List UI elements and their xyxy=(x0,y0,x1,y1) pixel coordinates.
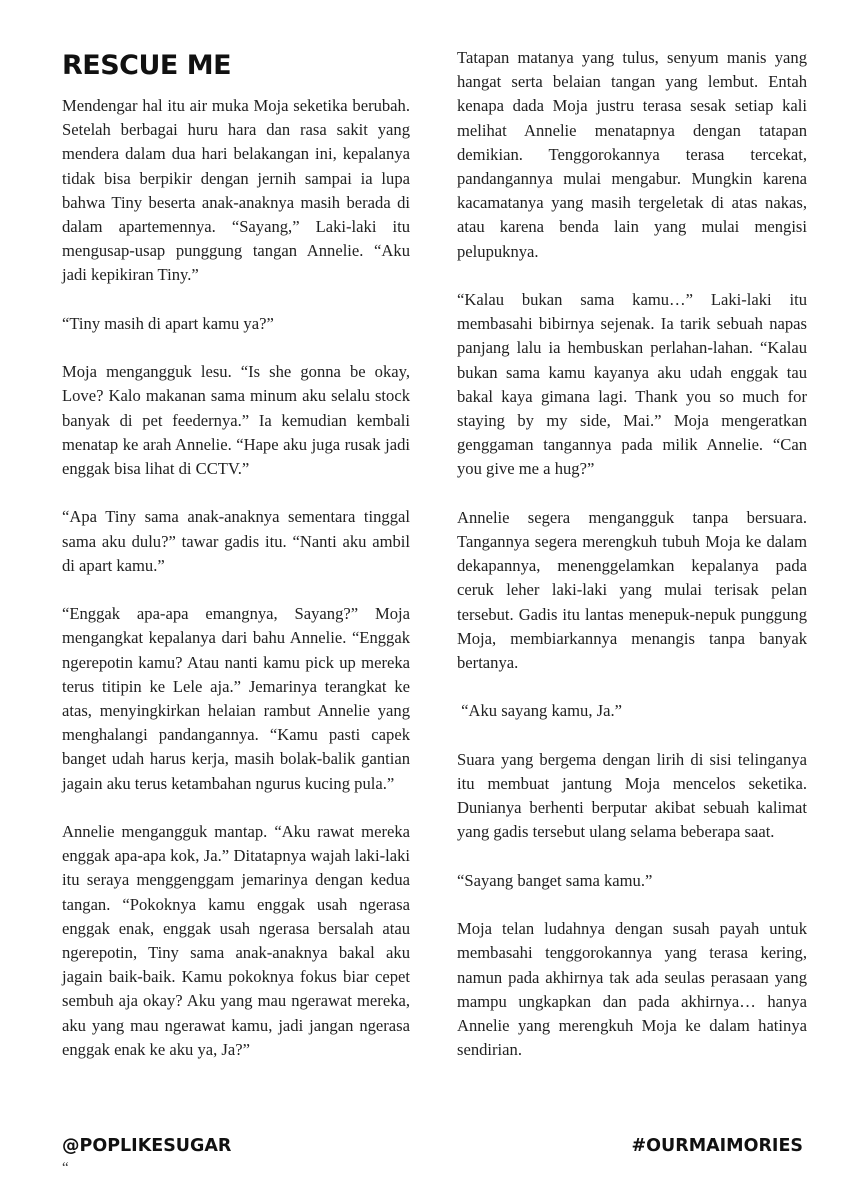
paragraph: Moja telan ludahnya dengan susah payah untuk membasahi tenggorokannya yang terasa kering, namun pada akhirnya tak ada seulas perasaan yang mampu ungkapkan dan pada akhirnya… hanya Annelie yang merengkuh Moja ke dalam hatinya sendirian. xyxy=(457,919,807,1060)
paragraph: “Apa Tiny sama anak-anaknya sementara tinggal sama aku dulu?” tawar gadis itu. “Nanti aku ambil di apart kamu.” xyxy=(62,507,410,575)
paragraph: Moja mengangguk lesu. “Is she gonna be okay, Love? Kalo makanan sama minum aku selalu stock banyak di pet feedernya.” Ia kemudian kembali menatap ke arah Annelie. “Hape aku juga rusak jadi enggak bisa lihat di CCTV.” xyxy=(62,362,410,479)
paragraph: Suara yang bergema dengan lirih di sisi telinganya itu membuat jantung Moja mencelos seketika. Dunianya berhenti berputar akibat sebuah kalimat yang gadis tersebut ulang selama beberapa saat. xyxy=(457,749,807,842)
paragraph: “Enggak apa-apa emangnya, Sayang?” Moja mengangkat kepalanya dari bahu Annelie. “Enggak ngerepotin kamu? Atau nanti kamu pick up mereka terus titipin ke Lele aja.” Jemarinya terangkat ke atas, menyingkirkan helaian rambut Annelie yang menghalangi pandangannya. “Kamu pasti capek banget udah harus kerja, masih bolak-balik gantian jagain aku terus ketambahan ngurus kucing pula.” xyxy=(62,604,410,793)
right-column xyxy=(457,46,807,1062)
left-column xyxy=(62,94,410,1062)
stray-quote-mark: “ xyxy=(62,1160,69,1176)
paragraph: “Sayang banget sama kamu.” xyxy=(457,870,653,890)
paragraph: Tatapan matanya yang tulus, senyum manis yang hangat serta belaian tangan yang lembut. Entah kenapa dada Moja justru terasa sesak setiap kali melihat Annelie menatapnya dengan tatapan demikian. Tenggorokannya terasa tercekat, pandangannya mulai mengabur. Mungkin karena kacamatanya yang masih tergeletak di atas nakas, atau karena benda lain yang mulai mengisi pelupuknya. xyxy=(457,48,807,261)
paragraph: Mendengar hal itu air muka Moja seketika berubah. Setelah berbagai huru hara dan rasa sakit yang mendera dalam dua hari belakangan ini, kepalanya tidak bisa berpikir dengan jernih sampai ia lupa bahwa Tiny beserta anak-anaknya masih berada di dalam apartemennya. “Sayang,” Laki-laki itu mengusap-usap punggung tangan Annelie. “Aku jadi kepikiran Tiny.” xyxy=(62,96,410,285)
paragraph: “Tiny masih di apart kamu ya?” xyxy=(62,313,274,333)
paragraph: “Aku sayang kamu, Ja.” xyxy=(457,701,622,721)
paragraph: Annelie mengangguk mantap. “Aku rawat mereka enggak apa-apa kok, Ja.” Ditatapnya wajah laki-laki itu seraya menggenggam jemarinya dengan kedua tangan. “Pokoknya kamu enggak usah ngerasa enggak enak, enggak usah ngerasa bersalah atau ngerepotin, Tiny sama anak-anaknya bakal aku jagain baik-baik. Kamu pokoknya fokus biar cepet sembuh aja okay? Aku yang mau ngerawat mereka, aku yang mau ngerawat kamu, jadi jangan ngerasa enggak enak ke aku ya, Ja?” xyxy=(62,822,410,1059)
page-title: RESCUE ME xyxy=(62,50,232,81)
paragraph: “Kalau bukan sama kamu…” Laki-laki itu membasahi bibirnya sejenak. Ia tarik sebuah napas panjang lalu ia hembuskan perlahan-lahan. “Kalau bukan sama kamu kayanya aku udah enggak tau bakal kaya gimana lagi. Thank you so much for staying by my side, Mai.” Moja mengeratkan genggaman tangannya pada milik Annelie. “Can you give me a hug?” xyxy=(457,290,807,479)
paragraph: Annelie segera mengangguk tanpa bersuara. Tangannya segera merengkuh tubuh Moja ke dalam dekapannya, menenggelamkan kepalanya pada ceruk leher laki-laki yang mulai terisak pelan tersebut. Gadis itu lantas menepuk-nepuk punggung Moja, membiarkannya menangis tanpa banyak bertanya. xyxy=(457,507,807,673)
hashtag: #OURMAIMORIES xyxy=(631,1136,803,1156)
author-handle: @POPLIKESUGAR xyxy=(62,1136,232,1156)
